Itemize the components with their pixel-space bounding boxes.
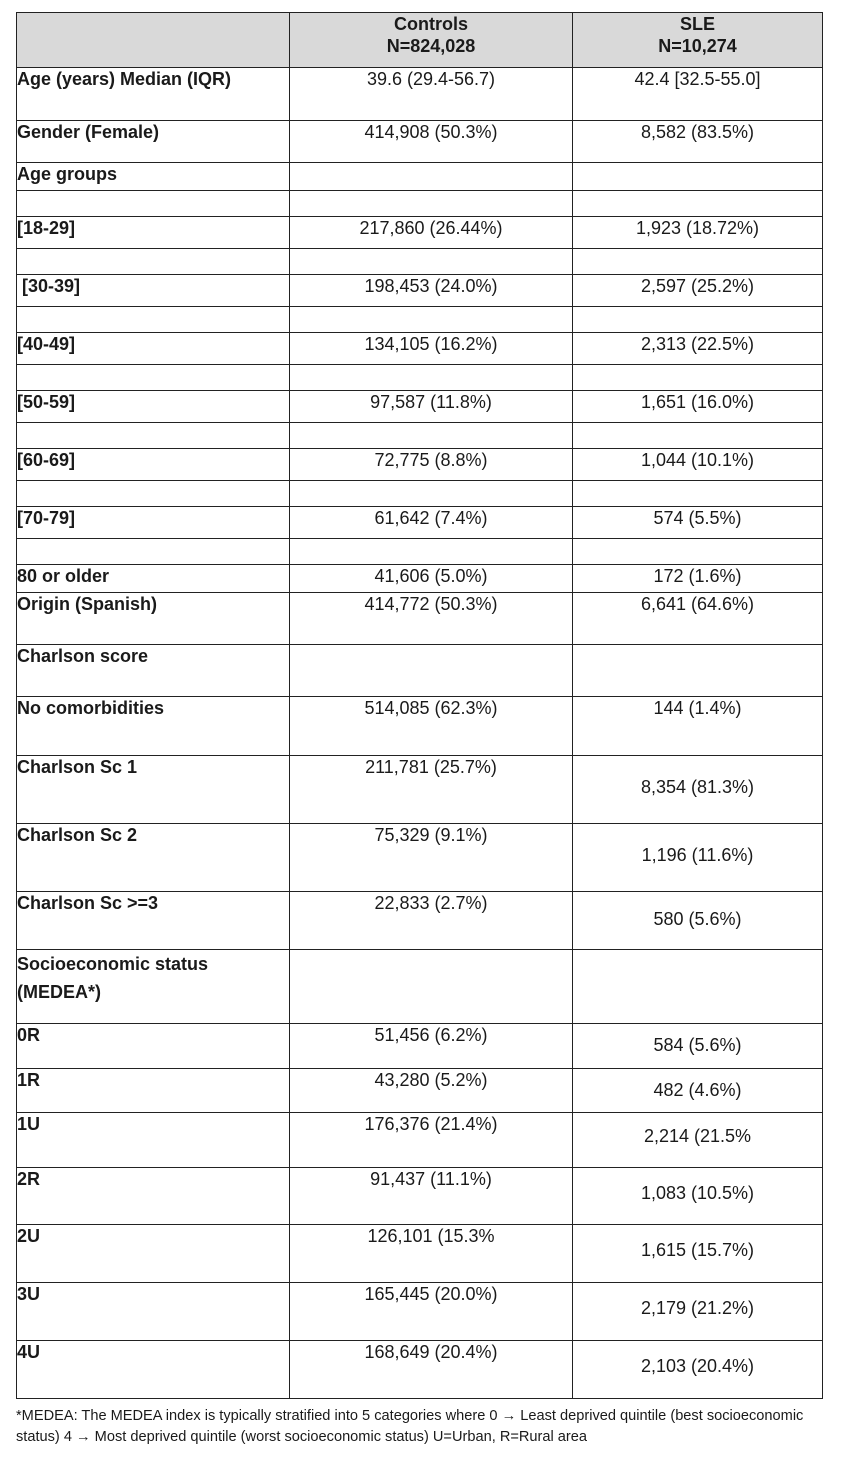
controls-value: 51,456 (6.2%): [290, 1024, 573, 1069]
table-row: [17, 892, 823, 950]
spacer-row: [17, 481, 823, 507]
controls-value: 217,860 (26.44%): [290, 217, 573, 249]
controls-value: 168,649 (20.4%): [290, 1341, 573, 1399]
sle-value: 172 (1.6%): [573, 565, 823, 593]
sle-value: 2,214 (21.5%: [573, 1113, 823, 1168]
controls-value: 43,280 (5.2%): [290, 1069, 573, 1113]
table-row: [17, 449, 823, 481]
sle-value: 144 (1.4%): [573, 697, 823, 756]
sle-value: [573, 163, 823, 191]
sle-value: 1,196 (11.6%): [573, 824, 823, 892]
row-label: Age groups: [17, 163, 290, 191]
table-row: [17, 68, 823, 121]
controls-value: 134,105 (16.2%): [290, 333, 573, 365]
table-row: [17, 697, 823, 756]
table-row: [17, 565, 823, 593]
row-label: 1U: [17, 1113, 290, 1168]
sle-value: 1,083 (10.5%): [573, 1168, 823, 1225]
row-label: Charlson Sc >=3: [17, 892, 290, 950]
row-label: [50-59]: [17, 391, 290, 423]
row-label: Charlson Sc 2: [17, 824, 290, 892]
controls-value: 126,101 (15.3%: [290, 1225, 573, 1283]
table-row: [17, 824, 823, 892]
controls-value: 198,453 (24.0%): [290, 275, 573, 307]
sle-value: 1,615 (15.7%): [573, 1225, 823, 1283]
sle-value: 8,354 (81.3%): [573, 756, 823, 824]
table-row: [17, 121, 823, 163]
controls-value: 41,606 (5.0%): [290, 565, 573, 593]
sle-value: 2,597 (25.2%): [573, 275, 823, 307]
controls-value: 91,437 (11.1%): [290, 1168, 573, 1225]
table-row: [17, 275, 823, 307]
row-label: [18-29]: [17, 217, 290, 249]
controls-value: 39.6 (29.4-56.7): [290, 68, 573, 121]
table-row: [17, 1113, 823, 1168]
controls-value: [290, 950, 573, 1024]
table-row: [17, 217, 823, 249]
table-row: [17, 593, 823, 645]
controls-value: 211,781 (25.7%): [290, 756, 573, 824]
sle-value: 2,179 (21.2%): [573, 1283, 823, 1341]
row-label: [30-39]: [17, 275, 290, 307]
controls-value: 75,329 (9.1%): [290, 824, 573, 892]
row-label: [60-69]: [17, 449, 290, 481]
sle-value: 1,044 (10.1%): [573, 449, 823, 481]
row-label: Socioeconomic status (MEDEA*): [17, 950, 290, 1024]
footnote: *MEDEA: The MEDEA index is typically stratified into 5 categories where 0 → Least deprived quintile (best socioeconomic status) 4 → Most deprived quintile (worst socioeconomic status) U=Urban, R=Rural area: [16, 1408, 804, 1445]
header-sle: SLE N=10,274: [573, 13, 823, 68]
controls-value: 176,376 (21.4%): [290, 1113, 573, 1168]
sle-value: 584 (5.6%): [573, 1024, 823, 1069]
table-row: [17, 333, 823, 365]
spacer-row: [17, 191, 823, 217]
controls-value: 414,908 (50.3%): [290, 121, 573, 163]
table-row: [17, 756, 823, 824]
row-label: Age (years) Median (IQR): [17, 68, 290, 121]
sle-value: 1,923 (18.72%): [573, 217, 823, 249]
controls-value: 514,085 (62.3%): [290, 697, 573, 756]
row-label: 80 or older: [17, 565, 290, 593]
table-row: [17, 1069, 823, 1113]
sle-value: 580 (5.6%): [573, 892, 823, 950]
sle-value: [573, 950, 823, 1024]
table-row: [17, 1283, 823, 1341]
controls-value: 61,642 (7.4%): [290, 507, 573, 539]
header-label-cell: [17, 13, 290, 68]
sle-value: 1,651 (16.0%): [573, 391, 823, 423]
baseline-characteristics-table: [16, 12, 823, 1399]
row-label: 2R: [17, 1168, 290, 1225]
row-label: [40-49]: [17, 333, 290, 365]
row-label: 2U: [17, 1225, 290, 1283]
table-row: [17, 1341, 823, 1399]
table-row: [17, 1225, 823, 1283]
controls-value: 165,445 (20.0%): [290, 1283, 573, 1341]
sle-value: 6,641 (64.6%): [573, 593, 823, 645]
header-controls: Controls N=824,028: [290, 13, 573, 68]
sle-value: 482 (4.6%): [573, 1069, 823, 1113]
spacer-row: [17, 423, 823, 449]
row-label: 0R: [17, 1024, 290, 1069]
sle-value: 42.4 [32.5-55.0]: [573, 68, 823, 121]
row-label: No comorbidities: [17, 697, 290, 756]
spacer-row: [17, 539, 823, 565]
table-row: [17, 645, 823, 697]
table-row: [17, 507, 823, 539]
row-label: Origin (Spanish): [17, 593, 290, 645]
table-row: [17, 950, 823, 1024]
sle-value: 8,582 (83.5%): [573, 121, 823, 163]
sle-value: 2,103 (20.4%): [573, 1341, 823, 1399]
controls-value: 22,833 (2.7%): [290, 892, 573, 950]
row-label: [70-79]: [17, 507, 290, 539]
header-row: [17, 13, 823, 68]
controls-value: [290, 163, 573, 191]
table-row: [17, 391, 823, 423]
table-row: [17, 1024, 823, 1069]
row-label: 3U: [17, 1283, 290, 1341]
spacer-row: [17, 365, 823, 391]
row-label: Charlson Sc 1: [17, 756, 290, 824]
row-label: Charlson score: [17, 645, 290, 697]
sle-value: 574 (5.5%): [573, 507, 823, 539]
controls-value: 97,587 (11.8%): [290, 391, 573, 423]
spacer-row: [17, 249, 823, 275]
controls-value: 72,775 (8.8%): [290, 449, 573, 481]
row-label: 1R: [17, 1069, 290, 1113]
row-label: 4U: [17, 1341, 290, 1399]
spacer-row: [17, 307, 823, 333]
row-label: Gender (Female): [17, 121, 290, 163]
controls-value: 414,772 (50.3%): [290, 593, 573, 645]
table-row: [17, 163, 823, 191]
sle-value: 2,313 (22.5%): [573, 333, 823, 365]
sle-value: [573, 645, 823, 697]
controls-value: [290, 645, 573, 697]
table-row: [17, 1168, 823, 1225]
